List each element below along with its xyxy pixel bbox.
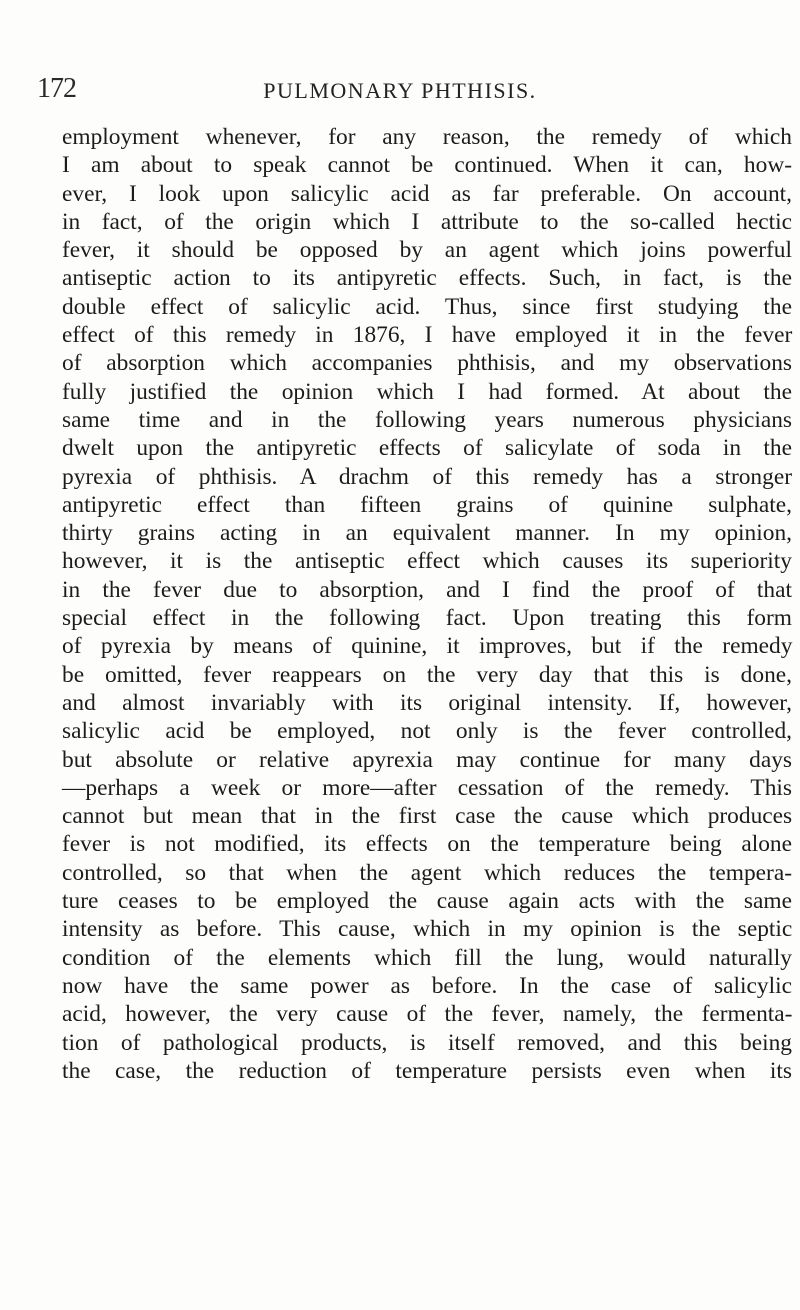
text-line: controlled, so that when the agent which reduces the tempera- bbox=[62, 859, 792, 886]
text-line: thirty grains acting in an equivalent manner. In my opinion, bbox=[62, 520, 792, 547]
text-line: special effect in the following fact. Upon treating this form bbox=[62, 605, 792, 632]
text-line: pyrexia of phthisis. A drachm of this remedy has a stronger bbox=[62, 463, 792, 490]
text-line: cannot but mean that in the first case the cause which produces bbox=[62, 803, 793, 830]
body-text bbox=[62, 123, 792, 1085]
running-head: PULMONARY PHTHISIS. bbox=[263, 78, 537, 103]
text-line: and almost invariably with its original intensity. If, however, bbox=[62, 689, 792, 716]
text-line: salicylic acid be employed, not only is the fever controlled, bbox=[62, 718, 792, 745]
text-line: double effect of salicylic acid. Thus, since first studying the bbox=[62, 293, 792, 320]
text-line: I am about to speak cannot be continued. When it can, how- bbox=[62, 152, 792, 179]
text-line: the case, the reduction of temperature persists even when its bbox=[62, 1057, 792, 1084]
text-line: effect of this remedy in 1876, I have employed it in the fever bbox=[62, 322, 793, 349]
text-line: same time and in the following years numerous physicians bbox=[62, 406, 792, 433]
text-line: be omitted, fever reappears on the very day that this is done, bbox=[62, 661, 792, 688]
text-line: of absorption which accompanies phthisis, and my observations bbox=[62, 350, 792, 377]
text-line: antiseptic action to its antipyretic effects. Such, in fact, is the bbox=[62, 265, 792, 292]
text-line: in the fever due to absorption, and I find the proof of that bbox=[62, 576, 792, 603]
text-line: tion of pathological products, is itself removed, and this being bbox=[62, 1029, 792, 1056]
text-line: of pyrexia by means of quinine, it improves, but if the remedy bbox=[62, 633, 793, 660]
text-line: condition of the elements which fill the lung, would naturally bbox=[62, 944, 792, 971]
text-line: fully justified the opinion which I had formed. At about the bbox=[62, 378, 792, 405]
text-line: now have the same power as before. In the case of salicylic bbox=[62, 972, 792, 999]
text-line: fever is not modified, its effects on the temperature being alone bbox=[62, 831, 792, 858]
page-number: 172 bbox=[37, 73, 76, 104]
text-line: employment whenever, for any reason, the remedy of which bbox=[62, 124, 792, 150]
text-line: however, it is the antiseptic effect which causes its superiority bbox=[62, 548, 792, 575]
text-line: ture ceases to be employed the cause again acts with the same bbox=[62, 888, 792, 915]
text-line: but absolute or relative apyrexia may continue for many days bbox=[62, 746, 792, 773]
text-line: acid, however, the very cause of the fever, namely, the fermenta- bbox=[62, 1001, 793, 1028]
text-line: ever, I look upon salicylic acid as far preferable. On account, bbox=[62, 180, 792, 207]
text-line: intensity as before. This cause, which in my opinion is the septic bbox=[62, 916, 793, 943]
text-line: dwelt upon the antipyretic effects of salicylate of soda in the bbox=[62, 435, 792, 462]
text-line: —perhaps a week or more—after cessation of the remedy. This bbox=[62, 774, 792, 801]
text-line: fever, it should be opposed by an agent which joins powerful bbox=[62, 237, 792, 264]
text-line: in fact, of the origin which I attribute to the so-called hectic bbox=[62, 208, 792, 235]
text-line: antipyretic effect than fifteen grains of quinine sulphate, bbox=[62, 491, 792, 518]
